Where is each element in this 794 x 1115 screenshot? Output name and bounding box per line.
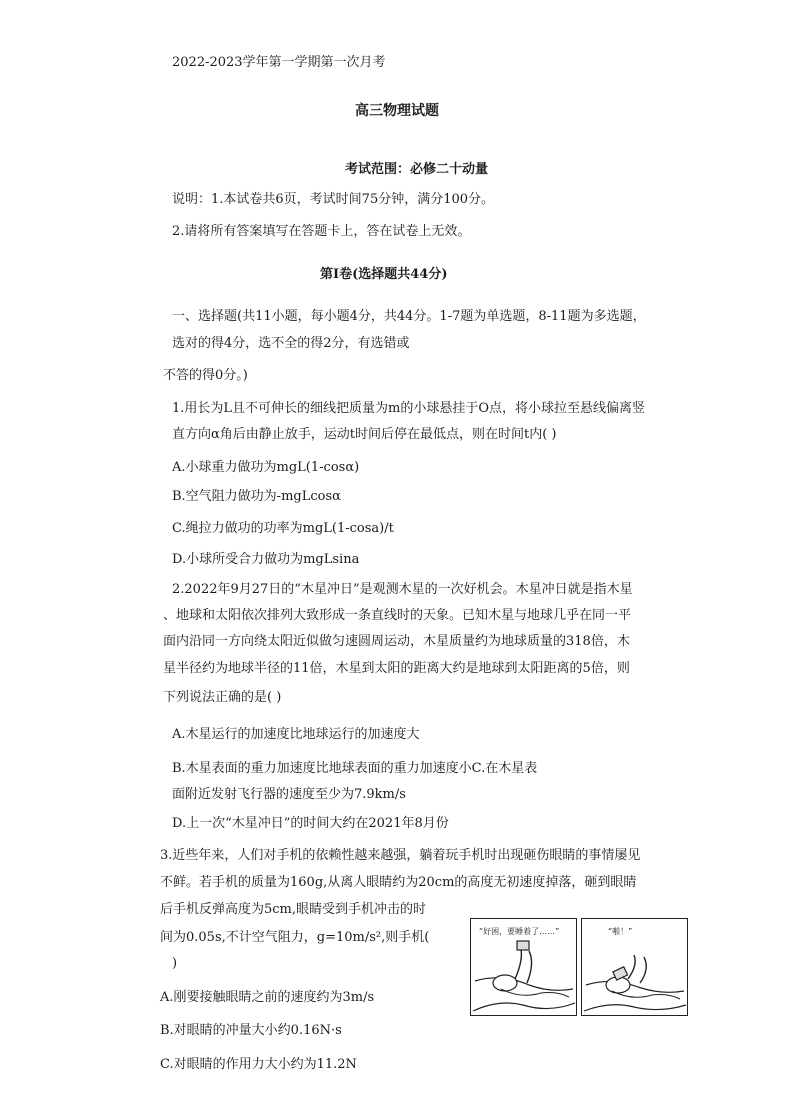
q2-option-a: A.木星运行的加速度比地球运行的加速度大 bbox=[172, 727, 420, 742]
q1-option-d: D.小球所受合力做功为mgLsina bbox=[172, 552, 360, 567]
q2-option-d: D.上一次“木星冲日”的时间大约在2021年8月份 bbox=[172, 816, 449, 831]
phone-drop-cartoon bbox=[470, 918, 688, 1018]
q1-option-b: B.空气阻力做功为-mgLcosα bbox=[172, 489, 341, 504]
q3-option-a: A.刚要接触眼睛之前的速度约为3m/s bbox=[160, 990, 375, 1005]
q3-stem-line-5: ) bbox=[172, 956, 178, 971]
q2-option-b: B.木星表面的重力加速度比地球表面的重力加速度小C.在木星表 bbox=[172, 761, 538, 776]
q1-option-c: C.绳拉力做功的功率为mgL(1-cosa)/t bbox=[172, 521, 394, 536]
q2-stem-line-5: 下列说法正确的是( ) bbox=[163, 690, 282, 705]
q3-option-c: C.对眼睛的作用力大小约为11.2N bbox=[160, 1057, 357, 1072]
part-one-line-2: 选对的得4分，选不全的得2分，有选错或 bbox=[172, 336, 410, 351]
cartoon-panel-hit bbox=[581, 918, 688, 1016]
part-one-line-1: 一、选择题(共11小题，每小题4分，共44分。1-7题为单选题，8-11题为多选题， bbox=[172, 309, 646, 324]
q1-option-a: A.小球重力做功为mgL(1-cosα) bbox=[172, 460, 360, 475]
q3-stem-line-4: 间为0.05s,不计空气阻力，g=10m/s²,则手机( bbox=[160, 930, 430, 945]
q3-stem-line-2: 不鲜。若手机的质量为160g,从离人眼睛约为20cm的高度无初速度掉落，砸到眼睛 bbox=[160, 875, 637, 890]
section-title: 第Ⅰ卷(选择题共44分) bbox=[320, 267, 448, 282]
note-2: 2.请将所有答案填写在答题卡上，答在试卷上无效。 bbox=[172, 224, 471, 239]
q1-stem-line-2: 直方向α角后由静止放手，运动t时间后停在最低点，则在时间t内( ) bbox=[172, 427, 557, 442]
q2-option-b-cont: 面附近发射飞行器的速度至少为7.9km/s bbox=[172, 787, 406, 802]
q3-option-b: B.对眼睛的冲量大小约0.16N·s bbox=[160, 1023, 342, 1038]
note-1: 说明：1.本试卷共6页，考试时间75分钟，满分100分。 bbox=[172, 192, 495, 207]
q2-stem-line-1: 2.2022年9月27日的“木星冲日”是观测木星的一次好机会。木星冲日就是指木星 bbox=[172, 582, 633, 597]
q1-stem-line-1: 1.用长为L且不可伸长的细线把质量为m的小球悬挂于O点，将小球拉至悬线偏离竖 bbox=[172, 401, 646, 416]
paper-title: 高三物理试题 bbox=[355, 103, 439, 119]
q2-stem-line-3: 面内沿同一方向绕太阳近似做匀速圆周运动，木星质量约为地球质量的318倍，木 bbox=[163, 634, 630, 649]
exam-scope: 考试范围：必修二十动量 bbox=[345, 162, 489, 177]
q2-stem-line-2: 、地球和太阳依次排列大致形成一条直线时的天象。已知木星与地球几乎在同一平 bbox=[163, 608, 632, 623]
phone-hit-illustration bbox=[582, 919, 687, 1015]
q3-stem-line-1: 3.近些年来，人们对手机的依赖性越来越强，躺着玩手机时出现砸伤眼睛的事情屡见 bbox=[160, 848, 641, 863]
q2-stem-line-4: 星半径约为地球半径的11倍，木星到太阳的距离大约是地球到太阳距离的5倍，则 bbox=[163, 661, 630, 676]
cartoon-panel-sleepy bbox=[470, 918, 577, 1016]
bubble-hit: “啪！” bbox=[608, 927, 633, 936]
part-one-line-3: 不答的得0分。) bbox=[163, 368, 248, 383]
bubble-sleepy: “好困，要睡着了……” bbox=[479, 927, 560, 936]
exam-term: 2022-2023学年第一学期第一次月考 bbox=[172, 55, 386, 70]
q3-stem-line-3: 后手机反弹高度为5cm,眼睛受到手机冲击的时 bbox=[160, 902, 427, 917]
